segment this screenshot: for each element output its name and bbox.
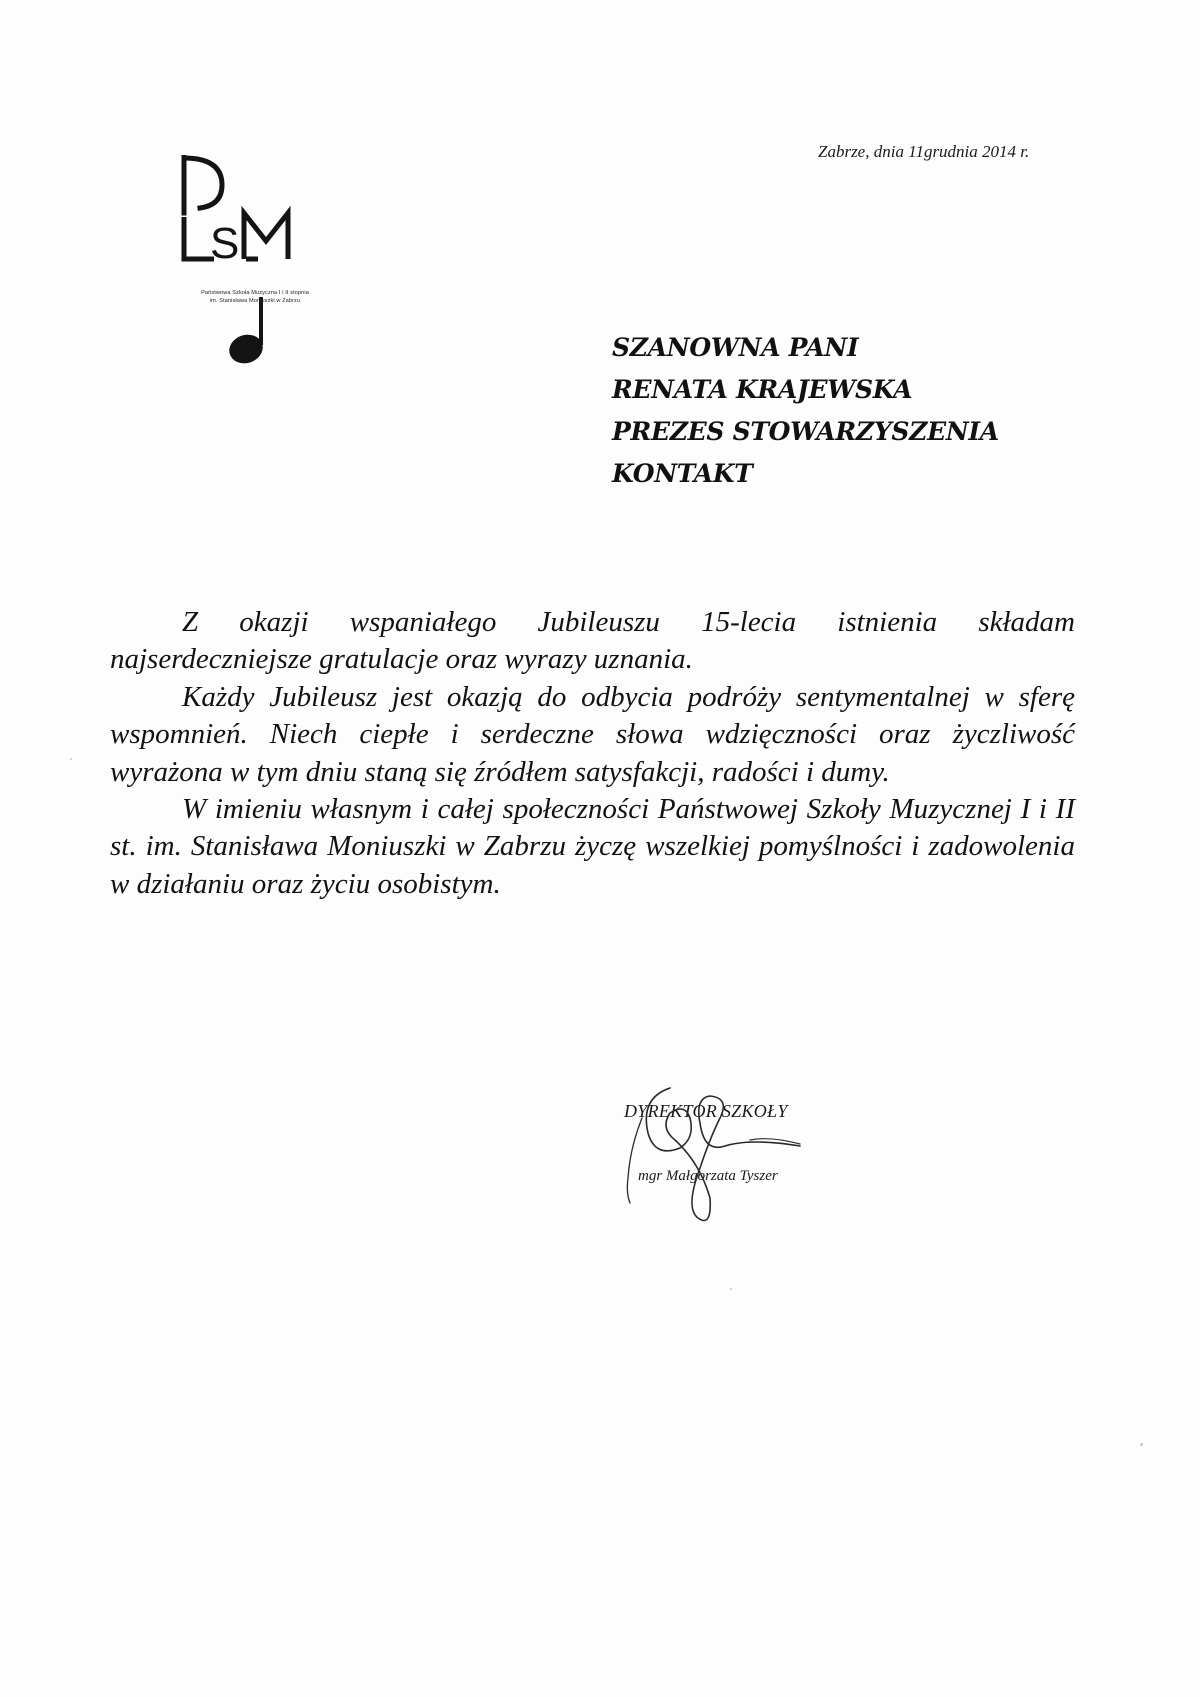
signature-block bbox=[600, 1078, 900, 1258]
logo-caption-line-1: Państwowa Szkoła Muzyczna I i II stopnia bbox=[201, 290, 309, 296]
recipient-position: PREZES STOWARZYSZENIA bbox=[612, 417, 999, 446]
paper-speck bbox=[1140, 1443, 1143, 1446]
signature-name: mgr Małgorzata Tyszer bbox=[638, 1168, 778, 1184]
recipient-name: RENATA KRAJEWSKA bbox=[612, 375, 913, 404]
letter-paragraph-2: Każdy Jubileusz jest okazją do odbycia podróży sentymentalnej w sferę wspomnień. Niech ciepłe i serdeczne słowa wdzięczności oraz życzliwość wyrażona w tym dniu staną się źródłem satysfakcji, radości i dumy. bbox=[110, 680, 1075, 788]
recipient-salutation: SZANOWNA PANI bbox=[612, 333, 859, 362]
paper-speck bbox=[70, 758, 72, 760]
psm-monogram-icon bbox=[170, 155, 340, 370]
paper-speck bbox=[730, 1288, 732, 1290]
date-line: Zabrze, dnia 11grudnia 2014 r. bbox=[818, 142, 1030, 161]
logo-caption-line-2: im. Stanisława Moniuszki w Zabrzu bbox=[209, 298, 301, 304]
signature-title: DYREKTOR SZKOŁY bbox=[624, 1101, 788, 1121]
svg-text:S: S bbox=[210, 219, 240, 268]
letter-paragraph-3: W imieniu własnym i całej społeczności Państwowej Szkoły Muzycznej I i II st. im. Stanisława Moniuszki w Zabrzu życzę wszelkiej pomyślności i zadowolenia w działaniu oraz życiu osobistym. bbox=[110, 793, 1075, 900]
logo-caption bbox=[176, 289, 334, 305]
letter-body bbox=[110, 604, 1075, 903]
handwritten-signature-icon bbox=[600, 1078, 900, 1258]
recipient-organization: KONTAKT bbox=[612, 459, 753, 488]
recipient-block bbox=[612, 327, 1132, 495]
letter-paragraph-1: Z okazji wspaniałego Jubileuszu 15-lecia istnienia składam najserdeczniejsze gratulacje oraz wyrazy uznania. bbox=[110, 606, 1075, 676]
school-logo bbox=[170, 155, 340, 370]
